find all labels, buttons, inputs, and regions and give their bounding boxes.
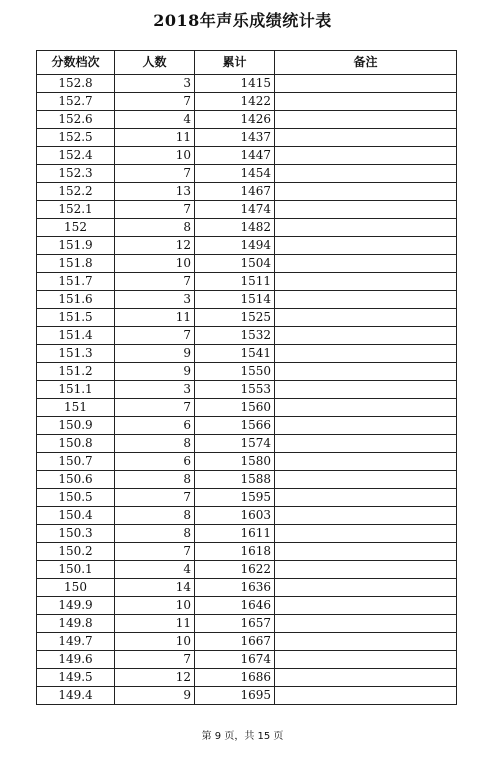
cell-remarks [275,219,457,237]
cell-cumulative: 1494 [195,237,275,255]
cell-remarks [275,327,457,345]
cell-score-level: 152.3 [37,165,115,183]
table-row [37,309,457,327]
cell-cumulative: 1437 [195,129,275,147]
table-row [37,111,457,129]
cell-score-level: 151.9 [37,237,115,255]
cell-count: 4 [115,561,195,579]
cell-remarks [275,453,457,471]
cell-cumulative: 1636 [195,579,275,597]
cell-count: 7 [115,327,195,345]
cell-cumulative: 1504 [195,255,275,273]
cell-remarks [275,309,457,327]
table-row [37,201,457,219]
cell-score-level: 150.3 [37,525,115,543]
cell-count: 11 [115,129,195,147]
cell-cumulative: 1603 [195,507,275,525]
header-count: 人数 [115,51,195,75]
table-row [37,363,457,381]
cell-cumulative: 1482 [195,219,275,237]
cell-count: 10 [115,597,195,615]
cell-score-level: 151.7 [37,273,115,291]
table-row [37,453,457,471]
cell-remarks [275,165,457,183]
cell-remarks [275,93,457,111]
cell-remarks [275,273,457,291]
cell-count: 7 [115,651,195,669]
cell-cumulative: 1657 [195,615,275,633]
cell-remarks [275,75,457,93]
table-row [37,273,457,291]
cell-remarks [275,507,457,525]
table-row [37,93,457,111]
cell-score-level: 150.1 [37,561,115,579]
cell-count: 9 [115,345,195,363]
cell-cumulative: 1426 [195,111,275,129]
cell-score-level: 152.8 [37,75,115,93]
cell-cumulative: 1566 [195,417,275,435]
cell-remarks [275,129,457,147]
header-cumulative: 累计 [195,51,275,75]
table-row [37,561,457,579]
cell-cumulative: 1467 [195,183,275,201]
cell-cumulative: 1514 [195,291,275,309]
cell-count: 8 [115,219,195,237]
cell-remarks [275,291,457,309]
cell-remarks [275,399,457,417]
cell-count: 7 [115,543,195,561]
cell-score-level: 152 [37,219,115,237]
cell-score-level: 151.3 [37,345,115,363]
header-score-level: 分数档次 [37,51,115,75]
cell-cumulative: 1580 [195,453,275,471]
table-row [37,327,457,345]
cell-score-level: 151.5 [37,309,115,327]
cell-remarks [275,471,457,489]
table-row [37,435,457,453]
table-row [37,75,457,93]
header-row [37,51,457,75]
cell-cumulative: 1622 [195,561,275,579]
cell-remarks [275,435,457,453]
cell-score-level: 152.1 [37,201,115,219]
table-row [37,147,457,165]
cell-score-level: 149.8 [37,615,115,633]
cell-cumulative: 1588 [195,471,275,489]
page-footer: 第 9 页，共 15 页 [201,731,284,742]
cell-count: 4 [115,111,195,129]
cell-count: 7 [115,201,195,219]
table-row [37,543,457,561]
cell-cumulative: 1686 [195,669,275,687]
cell-remarks [275,489,457,507]
cell-cumulative: 1415 [195,75,275,93]
cell-score-level: 152.7 [37,93,115,111]
cell-cumulative: 1550 [195,363,275,381]
cell-score-level: 151.4 [37,327,115,345]
cell-remarks [275,111,457,129]
cell-cumulative: 1618 [195,543,275,561]
cell-count: 11 [115,309,195,327]
table-header [37,51,457,75]
cell-remarks [275,525,457,543]
table-row [37,489,457,507]
cell-remarks [275,669,457,687]
cell-count: 12 [115,237,195,255]
cell-remarks [275,417,457,435]
table-row [37,507,457,525]
cell-count: 7 [115,93,195,111]
cell-cumulative: 1541 [195,345,275,363]
cell-score-level: 149.7 [37,633,115,651]
cell-cumulative: 1511 [195,273,275,291]
cell-cumulative: 1447 [195,147,275,165]
table-row [37,651,457,669]
cell-score-level: 149.9 [37,597,115,615]
cell-count: 7 [115,165,195,183]
cell-score-level: 150.8 [37,435,115,453]
cell-score-level: 150.9 [37,417,115,435]
cell-score-level: 150.6 [37,471,115,489]
cell-cumulative: 1674 [195,651,275,669]
table-row [37,255,457,273]
cell-remarks [275,381,457,399]
cell-count: 7 [115,489,195,507]
cell-cumulative: 1695 [195,687,275,705]
cell-count: 8 [115,507,195,525]
cell-score-level: 150 [37,579,115,597]
cell-cumulative: 1525 [195,309,275,327]
table-row [37,633,457,651]
table-row [37,219,457,237]
cell-score-level: 150.4 [37,507,115,525]
cell-remarks [275,345,457,363]
cell-score-level: 151.6 [37,291,115,309]
cell-count: 8 [115,471,195,489]
cell-count: 13 [115,183,195,201]
cell-count: 9 [115,363,195,381]
cell-remarks [275,147,457,165]
cell-score-level: 150.7 [37,453,115,471]
cell-count: 10 [115,147,195,165]
table-row [37,525,457,543]
cell-count: 6 [115,453,195,471]
table-row [37,129,457,147]
cell-score-level: 150.5 [37,489,115,507]
cell-count: 12 [115,669,195,687]
cell-cumulative: 1611 [195,525,275,543]
cell-count: 7 [115,399,195,417]
table-row [37,687,457,705]
table-row [37,417,457,435]
cell-remarks [275,651,457,669]
cell-count: 8 [115,525,195,543]
cell-count: 6 [115,417,195,435]
cell-score-level: 151 [37,399,115,417]
cell-cumulative: 1667 [195,633,275,651]
cell-score-level: 151.2 [37,363,115,381]
cell-remarks [275,687,457,705]
cell-cumulative: 1532 [195,327,275,345]
table-row [37,399,457,417]
cell-cumulative: 1474 [195,201,275,219]
cell-score-level: 152.4 [37,147,115,165]
cell-cumulative: 1560 [195,399,275,417]
cell-count: 3 [115,381,195,399]
page-title: 2018年声乐成绩统计表 [153,11,332,30]
cell-score-level: 150.2 [37,543,115,561]
cell-count: 3 [115,291,195,309]
cell-score-level: 152.6 [37,111,115,129]
cell-score-level: 149.5 [37,669,115,687]
cell-remarks [275,579,457,597]
cell-cumulative: 1646 [195,597,275,615]
score-table [36,50,457,705]
cell-remarks [275,615,457,633]
cell-score-level: 152.2 [37,183,115,201]
cell-cumulative: 1574 [195,435,275,453]
header-remarks: 备注 [275,51,457,75]
cell-count: 3 [115,75,195,93]
cell-cumulative: 1422 [195,93,275,111]
cell-score-level: 151.1 [37,381,115,399]
cell-count: 9 [115,687,195,705]
cell-count: 11 [115,615,195,633]
cell-cumulative: 1454 [195,165,275,183]
cell-cumulative: 1553 [195,381,275,399]
table-row [37,615,457,633]
cell-remarks [275,363,457,381]
cell-count: 10 [115,255,195,273]
table-body [37,75,457,705]
table-row [37,165,457,183]
cell-remarks [275,561,457,579]
table-row [37,597,457,615]
cell-count: 10 [115,633,195,651]
cell-remarks [275,183,457,201]
cell-score-level: 152.5 [37,129,115,147]
cell-count: 7 [115,273,195,291]
cell-remarks [275,633,457,651]
table-row [37,579,457,597]
table-row [37,237,457,255]
table-row [37,183,457,201]
cell-remarks [275,543,457,561]
table-row [37,471,457,489]
table-row [37,381,457,399]
cell-count: 14 [115,579,195,597]
cell-score-level: 151.8 [37,255,115,273]
cell-cumulative: 1595 [195,489,275,507]
table-row [37,291,457,309]
table-row [37,345,457,363]
cell-remarks [275,255,457,273]
cell-score-level: 149.4 [37,687,115,705]
table-row [37,669,457,687]
cell-count: 8 [115,435,195,453]
cell-score-level: 149.6 [37,651,115,669]
cell-remarks [275,237,457,255]
cell-remarks [275,597,457,615]
cell-remarks [275,201,457,219]
